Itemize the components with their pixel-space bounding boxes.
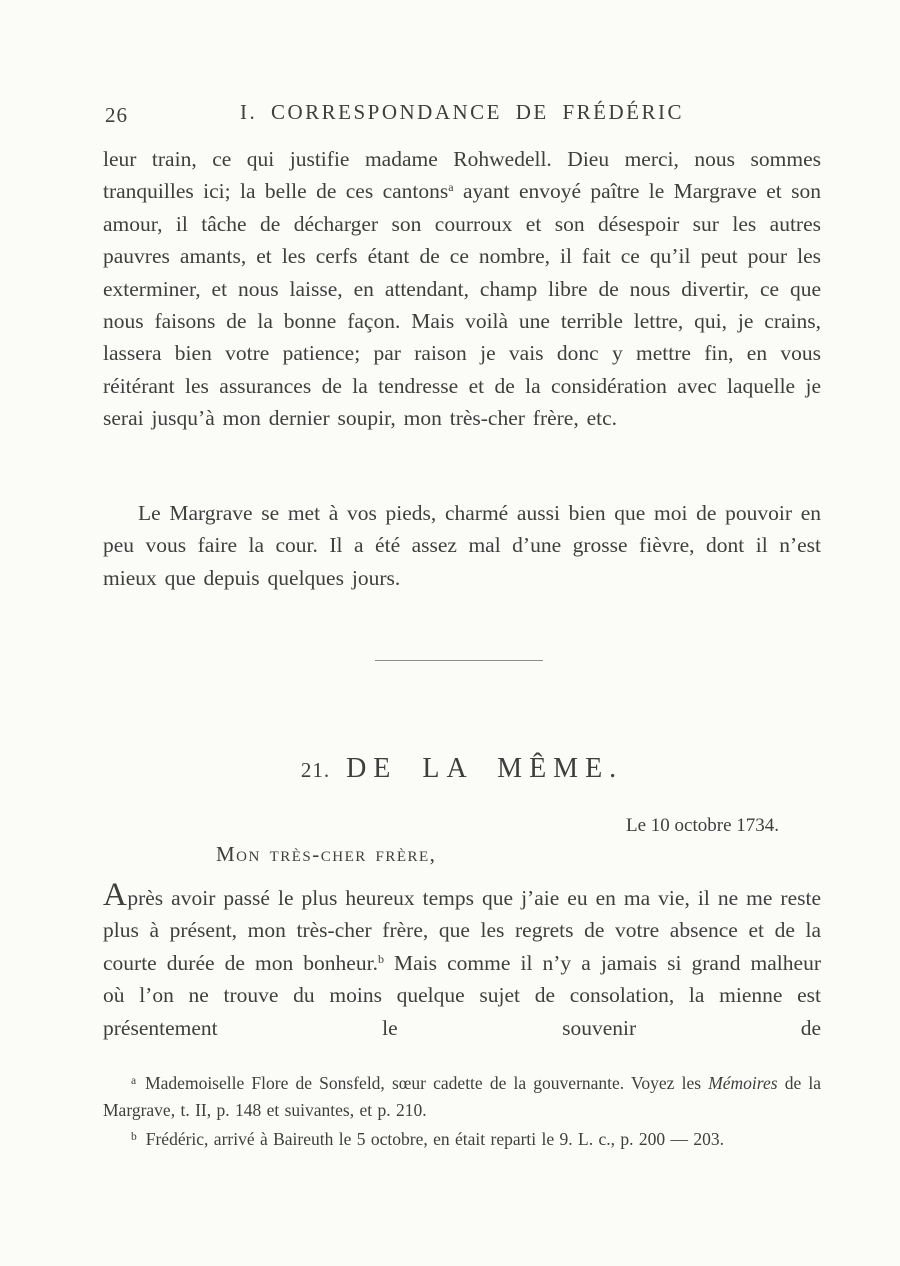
letter-dateline: Le 10 octobre 1734.	[625, 815, 779, 836]
letter-20-paragraph-2	[103, 497, 821, 594]
paragraph-text: près avoir passé le plus heureux temps que j’aie eu en ma vie, il ne me reste plus à présent, mon très-cher frère, que les regrets de votre absence et de la courte durée de mon bonheur.	[103, 886, 821, 975]
footnote-italic-title: Mémoires	[708, 1073, 778, 1093]
footnote-text: Mademoiselle Flore de Sonsfeld, sœur cadette de la gouvernante. Voyez les	[145, 1073, 709, 1093]
section-divider-rule	[375, 660, 543, 661]
letter-21-heading	[103, 753, 821, 785]
footnote-marker-a: a	[131, 1075, 137, 1087]
footnotes-section	[103, 1068, 821, 1153]
paragraph-text: ayant envoyé paître le Margrave et son amour, il tâche de décharger son courroux et son désespoir sur les autres pauvres amants, et les cerfs étant de ce nombre, il fait ce qu’il peut pour les exterminer, et nous laisse, en attendant, champ libre de nous divertir, ce que nous faisons de la bonne façon. Mais voilà une terrible lettre, qui, je crains, lassera bien votre patience; par raison je vais donc y mettre fin, en vous réitérant les assurances de la tendresse et de la considération avec laquelle je serai jusqu’à mon dernier soupir, mon très-cher frère, etc.	[103, 179, 821, 431]
letter-21-paragraph-1	[103, 879, 821, 1044]
letter-title: DE LA MÊME.	[346, 753, 624, 784]
footnote-marker-b: b	[131, 1131, 137, 1143]
letter-number: 21.	[300, 758, 331, 782]
letter-salutation: Mon très-cher frère,	[216, 842, 437, 866]
footnote-a	[103, 1068, 821, 1124]
footnote-text: de la Margrave, t. II, p. 148 et suivantes, et p. 210.	[103, 1073, 821, 1120]
letter-20-paragraph-1	[103, 143, 821, 435]
initial-capital: A	[103, 877, 128, 913]
footnote-text: Frédéric, arrivé à Baireuth le 5 octobre, en était reparti le 9. L. c., p. 200 — 203.	[145, 1129, 724, 1149]
footnote-ref-b: b	[377, 951, 384, 966]
paragraph-text: Mais comme il n’y a jamais si grand malheur où l’on ne trouve du moins quelque sujet de consolation, la mienne est présentement le souvenir de	[103, 950, 821, 1040]
paragraph-text: Le Margrave se met à vos pieds, charmé aussi bien que moi de pouvoir en peu vous faire la cour. Il a été assez mal d’une grosse fièvre, dont il n’est mieux que depuis quelques jours.	[103, 501, 821, 590]
running-title: I. CORRESPONDANCE DE FRÉDÉRIC	[239, 100, 685, 124]
running-header	[103, 100, 821, 128]
page-number: 26	[105, 103, 128, 127]
footnote-b	[103, 1124, 821, 1153]
footnote-ref-a: a	[448, 180, 454, 195]
paragraph-text: leur train, ce qui justifie madame Rohwedell. Dieu merci, nous sommes tranquilles ici; la belle de ces cantons	[103, 147, 821, 204]
